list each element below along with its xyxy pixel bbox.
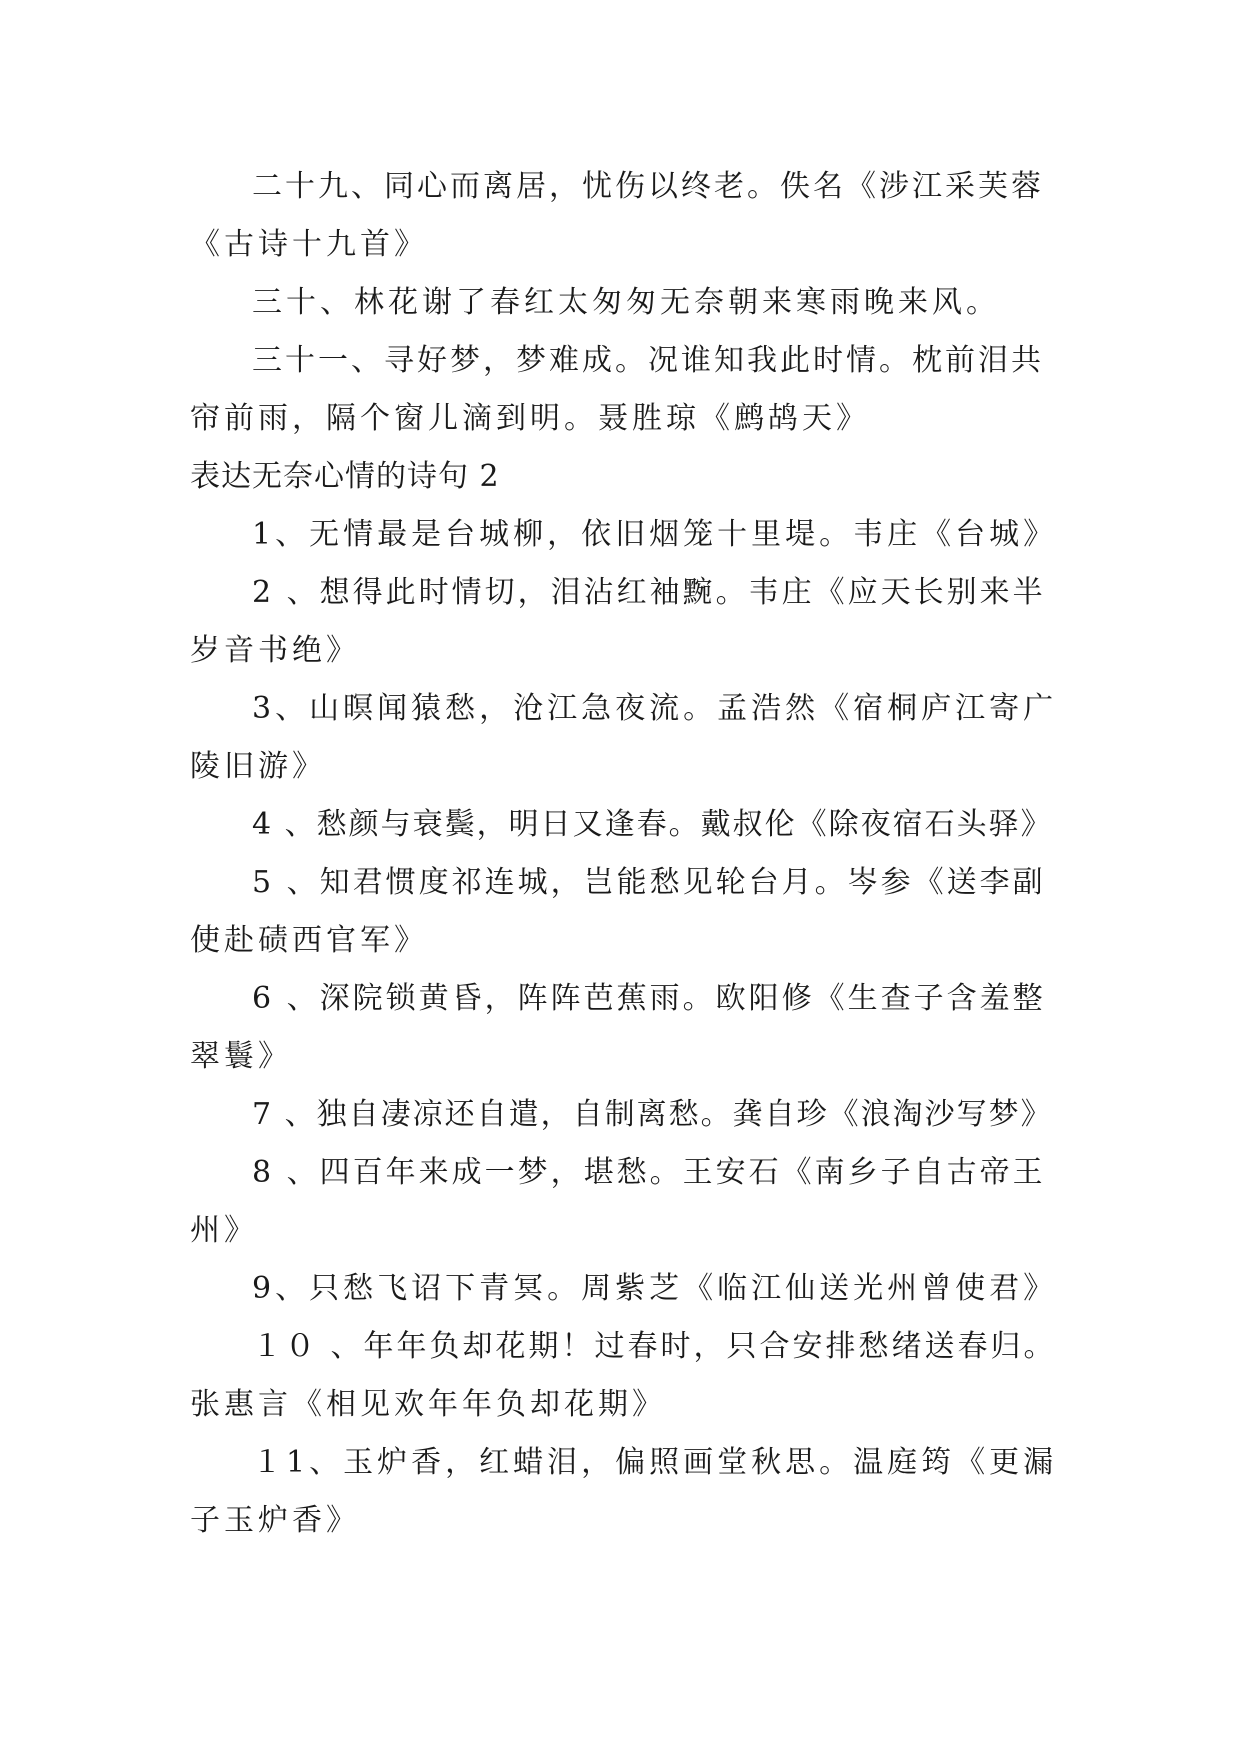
text-line: １０ 、年年负却花期！过春时，只合安排愁绪送春归。 xyxy=(252,1329,1057,1364)
text-line: 1、无情最是台城柳，依旧烟笼十里堤。韦庄《台城》 xyxy=(252,517,1058,552)
text-line: 9、只愁飞诏下青冥。周紫芝《临江仙送光州曾使君》 xyxy=(252,1271,1058,1306)
text-line: 5 、知君惯度祁连城，岂能愁见轮台月。岑参《送李副 xyxy=(252,865,1046,900)
text-line: 三十一、寻好梦，梦难成。况谁知我此时情。枕前泪共 xyxy=(252,343,1044,378)
text-line: 岁音书绝》 xyxy=(190,633,360,668)
text-line: 州》 xyxy=(190,1213,258,1248)
text-line: 三十、林花谢了春红太匆匆无奈朝来寒雨晚来风。 xyxy=(252,285,1000,320)
text-line: 帘前雨，隔个窗儿滴到明。聂胜琼《鹧鸪天》 xyxy=(190,401,870,436)
text-line: １1、玉炉香，红蜡泪，偏照画堂秋思。温庭筠《更漏 xyxy=(252,1445,1058,1480)
text-line: 翠鬟》 xyxy=(190,1039,292,1074)
text-line: 4 、愁颜与衰鬓，明日又逢春。戴叔伦《除夜宿石头驿》 xyxy=(252,807,1053,842)
text-line: 7 、独自凄凉还自遣，自制离愁。龚自珍《浪淘沙写梦》 xyxy=(252,1097,1053,1132)
text-line: 二十九、同心而离居，忧伤以终老。佚名《涉江采芙蓉 xyxy=(252,169,1044,204)
text-line: 6 、深院锁黄昏，阵阵芭蕉雨。欧阳修《生查子含羞整 xyxy=(252,981,1046,1016)
text-line: 3、山暝闻猿愁，沧江急夜流。孟浩然《宿桐庐江寄广 xyxy=(252,691,1058,726)
text-line: 使赴碛西官军》 xyxy=(190,923,428,958)
text-line: 8 、四百年来成一梦，堪愁。王安石《南乡子自古帝王 xyxy=(252,1155,1046,1190)
document-body xyxy=(190,158,1060,1550)
text-line: 张惠言《相见欢年年负却花期》 xyxy=(190,1387,666,1422)
text-line: 陵旧游》 xyxy=(190,749,326,784)
text-line: 《古诗十九首》 xyxy=(190,227,428,262)
text-line: 子玉炉香》 xyxy=(190,1503,360,1538)
text-line: 2 、想得此时情切，泪沾红袖黦。韦庄《应天长别来半 xyxy=(252,575,1046,610)
section-heading: 表达无奈心情的诗句 2 xyxy=(190,459,500,494)
